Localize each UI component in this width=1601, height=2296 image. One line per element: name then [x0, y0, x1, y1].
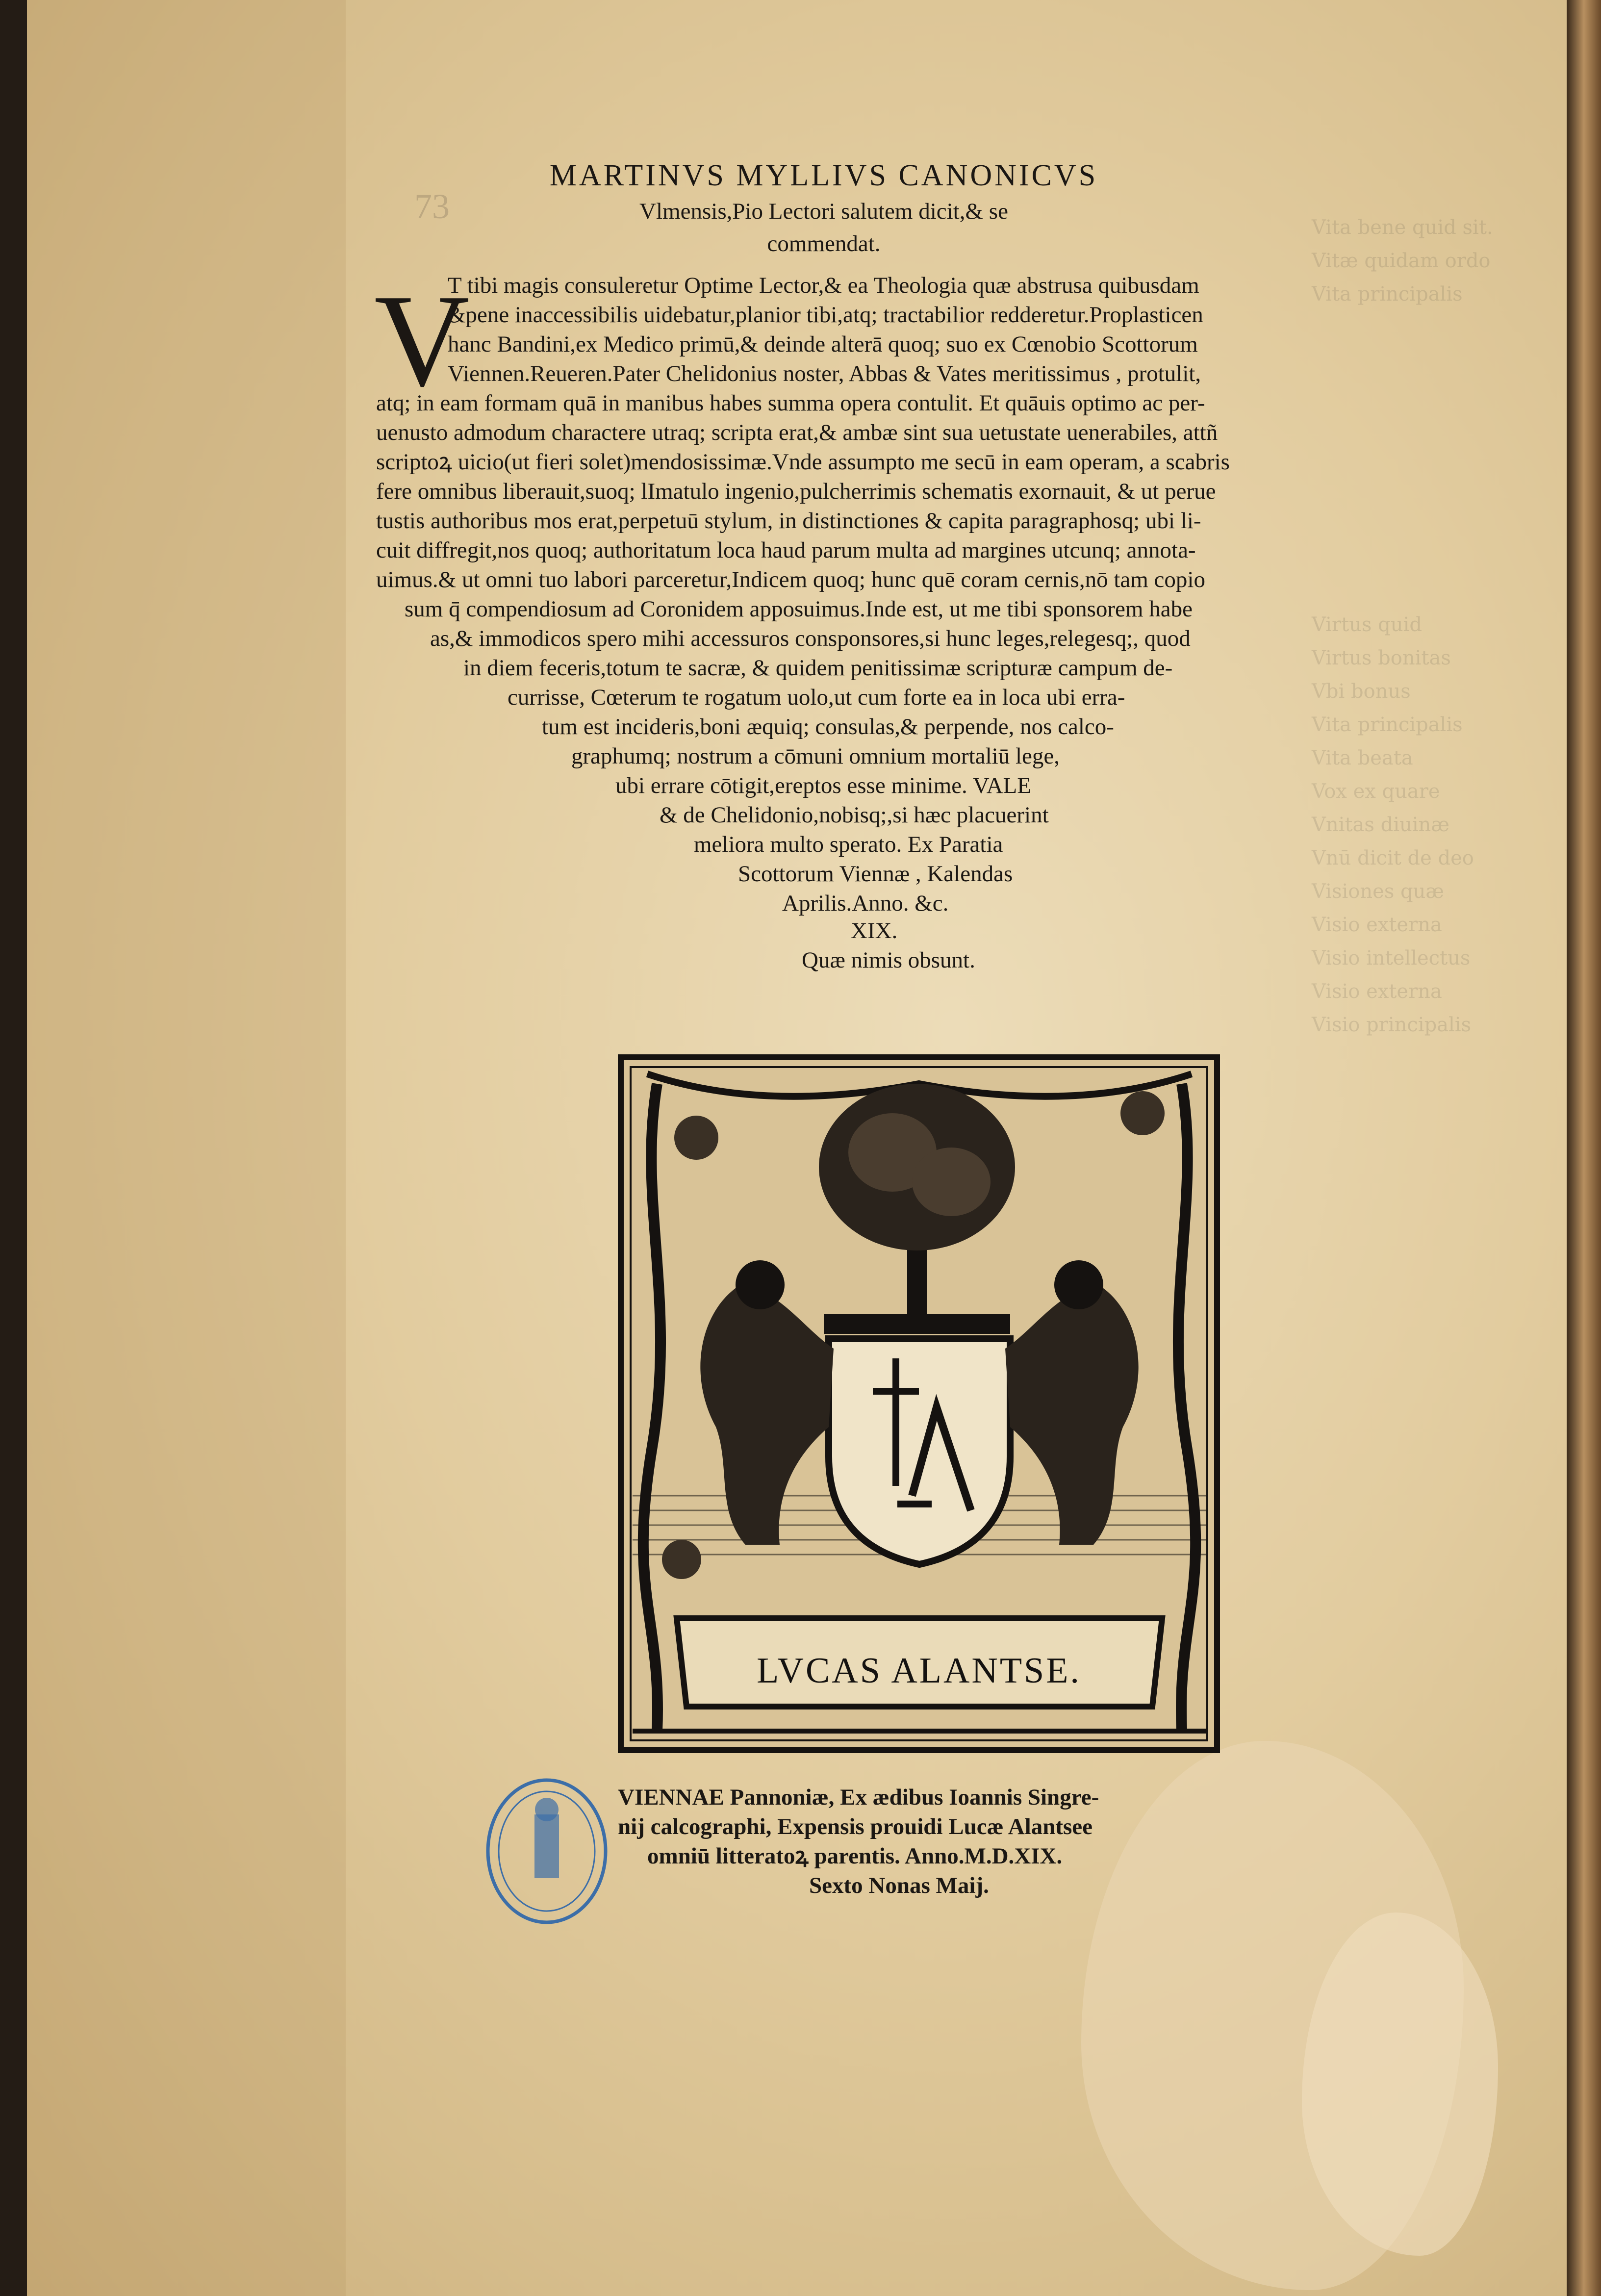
heading-block — [370, 156, 1277, 260]
body-line: sum q̄ compendiosum ad Coronidem apposuimus.Inde est, ut me tibi sponsorem habe — [405, 596, 1193, 622]
paper-stain — [27, 0, 346, 2296]
body-line: uimus.& ut omni tuo labori parceretur,Indicem quoq; hunc quē coram cernis,nō tam copio — [376, 567, 1205, 592]
heading-subtitle-continued: commendat. — [767, 231, 881, 256]
heading-subtitle: Vlmensis,Pio Lectori salutem dicit,& se — [639, 199, 1008, 224]
imprint-line: VIENNAE Pannoniæ, Ex ædibus Ioannis Singre- — [618, 1785, 1099, 1810]
body-line: cuit diffregit,nos quoq; authoritatum loca haud parum multa ad margines utcunq; annota- — [376, 537, 1196, 563]
body-line: ubi errare cōtigit,ereptos esse minime. VALE — [615, 773, 1031, 798]
body-line: tum est incideris,boni æquiq; consulas,& perpende, nos calco- — [542, 714, 1114, 740]
imprint-line: omniū litteratoꝝ parentis. Anno.M.D.XIX. — [647, 1843, 1063, 1869]
body-line: XIX. — [851, 918, 898, 944]
body-line: scriptoꝝ uicio(ut fieri solet)mendosissimæ.Vnde assumpto me secū in eam operam, a scabris — [376, 449, 1230, 475]
body-line: fere omnibus liberauit,suoq; lImatulo ingenio,pulcherrimis schematis exornauit, & ut perue — [376, 479, 1216, 504]
show-through-text: Virtus quid Virtus bonitas Vbi bonus Vita principalis Vita beata Vox ex quare Vnitas diuinæ Vnū dicit de deo Visiones quæ Visio externa Visio intellectus Visio externa Visio principalis — [1312, 613, 1474, 1036]
book-page — [27, 0, 1572, 2296]
body-line: Scottorum Viennæ , Kalendas — [738, 861, 1013, 887]
library-stamp — [483, 1775, 610, 1927]
imprint-line: nij calcographi, Expensis prouidi Lucæ Alantsee — [618, 1814, 1093, 1839]
imprint-line: Sexto Nonas Maij. — [809, 1873, 989, 1898]
body-line: Viennen.Reueren.Pater Chelidonius noster, Abbas & Vates meritissimus , protulit, — [448, 361, 1201, 386]
body-line: Quæ nimis obsunt. — [802, 947, 975, 973]
body-line: T tibi magis consuleretur Optime Lector,& ea Theologia quæ abstrusa quibusdam — [448, 273, 1199, 298]
bleed-folio: 73 — [414, 187, 450, 226]
show-through-text: Vita bene quid sit. Vitæ quidam ordo Vita principalis — [1312, 216, 1493, 306]
body-line: tustis authoribus mos erat,perpetuū stylum, in distinctiones & capita paragraphosq; ubi li- — [376, 508, 1201, 534]
body-line: &pene inaccessibilis uidebatur,planior tibi,atq; tractabilior redderetur.Proplasticen — [448, 302, 1203, 328]
body-line: in diem feceris,totum te sacræ, & quidem penitissimæ scripturæ campum de- — [463, 655, 1173, 681]
body-line: hanc Bandini,ex Medico primū,& deinde alterā quoq; suo ex Cœnobio Scottorum — [448, 332, 1198, 357]
body-line: as,& immodicos spero mihi accessuros consponsores,si hunc leges,relegesq;, quod — [430, 626, 1191, 651]
body-line: Aprilis.Anno. &c. — [782, 891, 949, 916]
device-banner-text: LVCAS ALANTSE. — [757, 1651, 1081, 1691]
printers-device-woodcut — [618, 1054, 1220, 1753]
body-line: meliora multo sperato. Ex Paratia — [694, 832, 1003, 857]
drop-cap: V — [374, 267, 470, 414]
library-stamp-seal — [483, 1775, 610, 1927]
body-line: graphumq; nostrum a cōmuni omnium mortaliū lege, — [571, 743, 1060, 769]
woodcut-illustration — [618, 1054, 1220, 1753]
book-edge — [1567, 0, 1601, 2296]
body-line: atq; in eam formam quā in manibus habes summa opera contulit. Et quāuis optimo ac per- — [376, 390, 1205, 416]
body-line: & de Chelidonio,nobisq;,si hæc placuerint — [660, 802, 1049, 828]
body-line: uenusto admodum charactere utraq; scripta erat,& ambæ sint sua uetustate uenerabiles, attñ — [376, 420, 1218, 445]
body-line: currisse, Cœterum te rogatum uolo,ut cum forte ea in loca ubi erra- — [508, 685, 1125, 710]
heading-title: MARTINVS MYLLIVS CANONICVS — [549, 159, 1098, 192]
